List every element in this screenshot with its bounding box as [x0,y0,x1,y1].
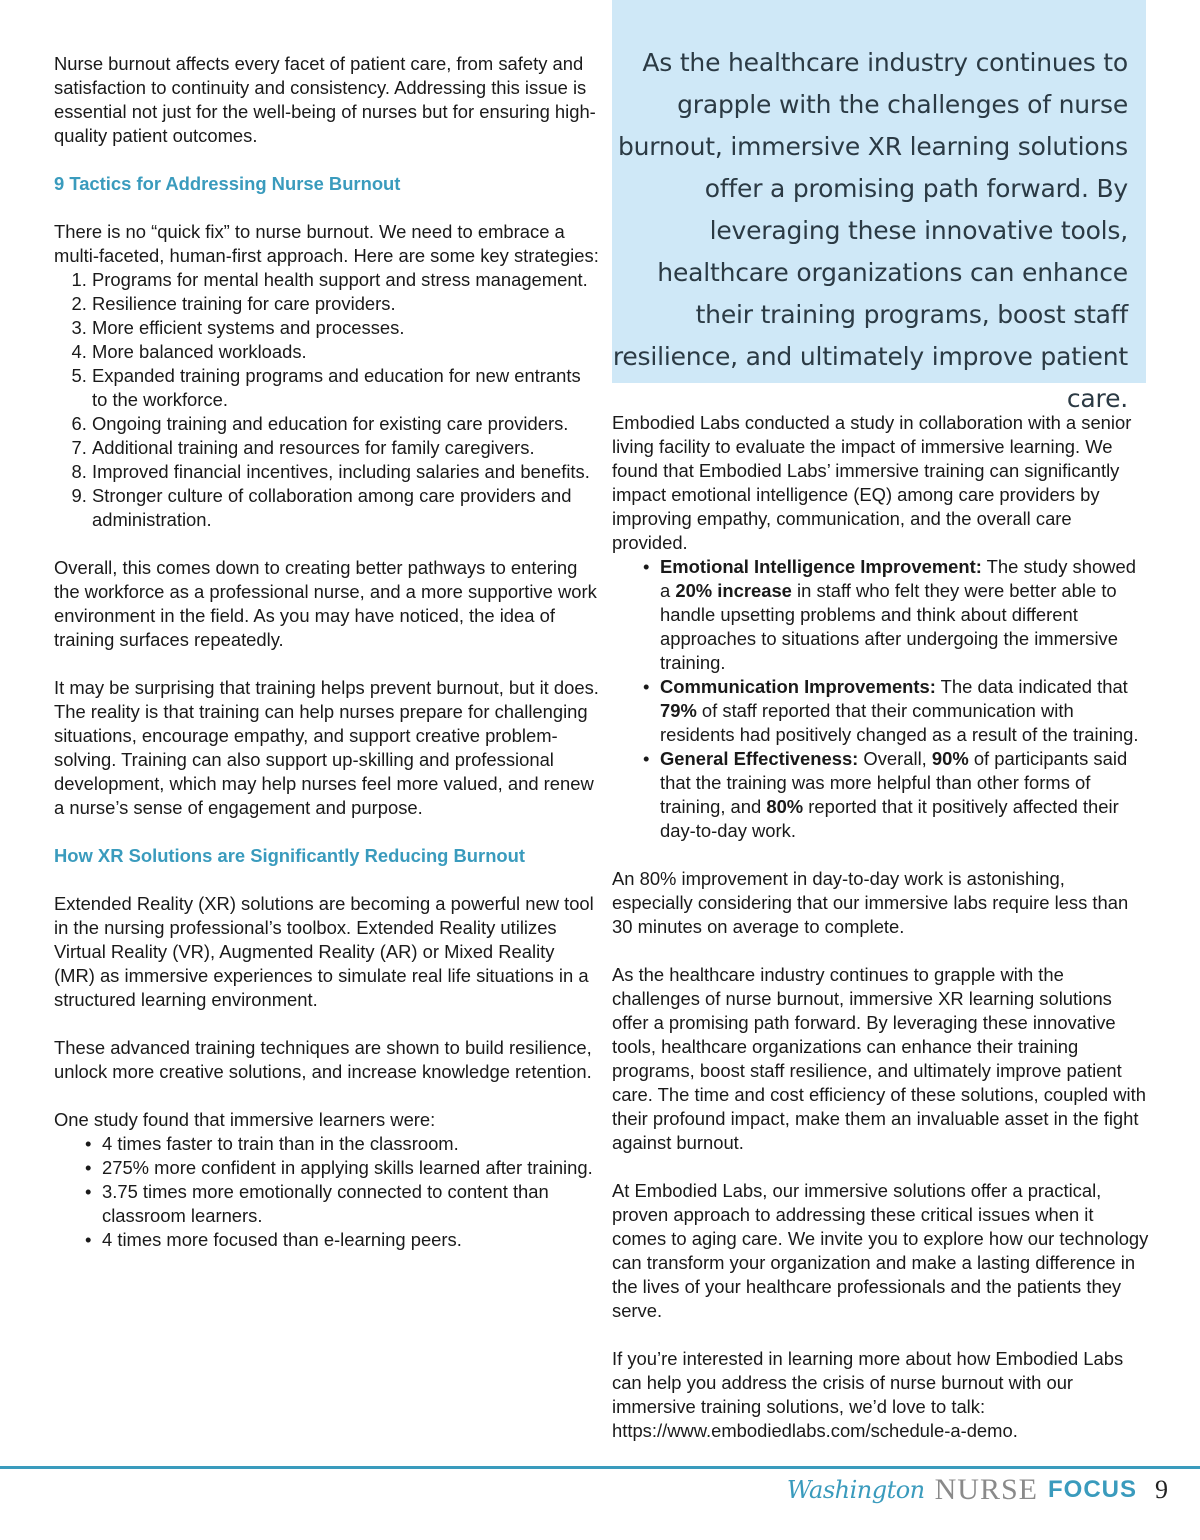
tactics-intro-paragraph: There is no “quick fix” to nurse burnout. We need to embrace a multi-faceted, human-first approach. Here are some key strategies: [54,221,599,266]
study-results-list [612,555,1150,843]
left-column [54,52,599,1252]
study-finding-item: • 4 times more focused than e-learning peers. [102,1228,599,1252]
footer-masthead [787,1470,1168,1510]
result-item-effectiveness: • General Effectiveness: Overall, 90% of participants said that the training was more helpful than other forms of training, and 80% reported that it positively affected their day-to-day work. [660,747,1150,843]
advanced-paragraph: These advanced training techniques are shown to build resilience, unlock more creative solutions, and increase knowledge retention. [54,1037,592,1082]
study-paragraph: Embodied Labs conducted a study in collaboration with a senior living facility to evaluate the impact of immersive learning. We found that Embodied Labs’ immersive training can significantly impact emotional intelligence (EQ) among care providers by improving empathy, communication, and the overall care provided. [612,412,1132,553]
xr-paragraph: Extended Reality (XR) solutions are becoming a powerful new tool in the nursing professional’s toolbox. Extended Reality utilizes Virtual Reality (VR), Augmented Reality (AR) or Mixed Reality (MR) as immersive experiences to simulate real life situations in a structured learning environment. [54,893,594,1010]
industry-paragraph: As the healthcare industry continues to grapple with the challenges of nurse burnout, immersive XR learning solutions offer a promising path forward. By leveraging these innovative tools, healthcare organizations can enhance their training programs, boost staff resilience, and ultimately improve patient care. The time and cost efficiency of these solutions, coupled with their profound impact, make them an invaluable asset in the fight against burnout. [612,964,1146,1153]
section-heading-xr: How XR Solutions are Significantly Reducing Burnout [54,845,526,866]
tactic-item: 3. More efficient systems and processes. [92,316,599,340]
footer-divider [0,1466,1200,1469]
page-number: 9 [1155,1475,1168,1504]
embodied-labs-paragraph: At Embodied Labs, our immersive solutions offer a practical, proven approach to addressing these critical issues when it comes to aging care. We invite you to explore how our technology can transform your organization and make a lasting difference in the lives of your healthcare professionals and the patients they serve. [612,1180,1149,1321]
tactic-item: 5. Expanded training programs and education for new entrants to the workforce. [92,364,599,412]
result-item-communication: • Communication Improvements: The data indicated that 79% of staff reported that their communication with residents had positively changed as a result of the training. [660,675,1150,747]
section-heading-tactics: 9 Tactics for Addressing Nurse Burnout [54,173,401,194]
pull-quote-callout [612,0,1146,413]
contact-paragraph: If you’re interested in learning more about how Embodied Labs can help you address the crisis of nurse burnout with our immersive training solutions, we’d love to talk: https://www.embodiedlabs.com/schedule-a-demo. [612,1348,1124,1441]
improvement-paragraph: An 80% improvement in day-to-day work is astonishing, especially considering that our immersive labs require less than 30 minutes on average to complete. [612,868,1129,937]
tactic-item: 9. Stronger culture of collaboration among care providers and administration. [92,484,599,532]
brand-focus: FOCUS [1048,1476,1137,1503]
study-findings-list [54,1132,599,1252]
brand-washington: Washington [786,1476,925,1504]
right-column [612,0,1150,1443]
study-intro: One study found that immersive learners were: [54,1109,436,1130]
tactic-item: 8. Improved financial incentives, including salaries and benefits. [92,460,599,484]
tactic-item: 2. Resilience training for care providers. [92,292,599,316]
study-finding-item: • 4 times faster to train than in the classroom. [102,1132,599,1156]
overall-paragraph: Overall, this comes down to creating better pathways to entering the workforce as a professional nurse, and a more supportive work environment in the field. As you may have noticed, the idea of training surfaces repeatedly. [54,557,597,650]
brand-nurse: NURSE [934,1473,1038,1506]
study-finding-item: • 3.75 times more emotionally connected to content than classroom learners. [102,1180,599,1228]
result-label: Communication Improvements: [660,676,936,697]
tactic-item: 7. Additional training and resources for family caregivers. [92,436,599,460]
result-label: General Effectiveness: [660,748,859,769]
study-finding-item: • 275% more confident in applying skills learned after training. [102,1156,599,1180]
tactic-item: 6. Ongoing training and education for existing care providers. [92,412,599,436]
tactics-list [54,268,599,532]
pull-quote-text: As the healthcare industry continues to grapple with the challenges of nurse burnout, immersive XR learning solutions offer a promising path forward. By leveraging these innovative tools, healthcare organizations can enhance their training programs, boost staff resilience, and ultimately improve patient care. [612,48,1128,413]
tactic-item: 1. Programs for mental health support and stress management. [92,268,599,292]
tactic-item: 4. More balanced workloads. [92,340,599,364]
result-item-eq: • Emotional Intelligence Improvement: The study showed a 20% increase in staff who felt they were better able to handle upsetting problems and think about different approaches to situations after undergoing the immersive training. [660,555,1150,675]
training-paragraph: It may be surprising that training helps prevent burnout, but it does. The reality is that training can help nurses prepare for challenging situations, encourage empathy, and support creative problem-solving. Training can also support up-skilling and professional development, which may help nurses feel more valued, and renew a nurse’s sense of engagement and purpose. [54,677,599,818]
intro-paragraph: Nurse burnout affects every facet of patient care, from safety and satisfaction to continuity and consistency. Addressing this issue is essential not just for the well-being of nurses but for ensuring high-quality patient outcomes. [54,53,596,146]
result-label: Emotional Intelligence Improvement: [660,556,982,577]
